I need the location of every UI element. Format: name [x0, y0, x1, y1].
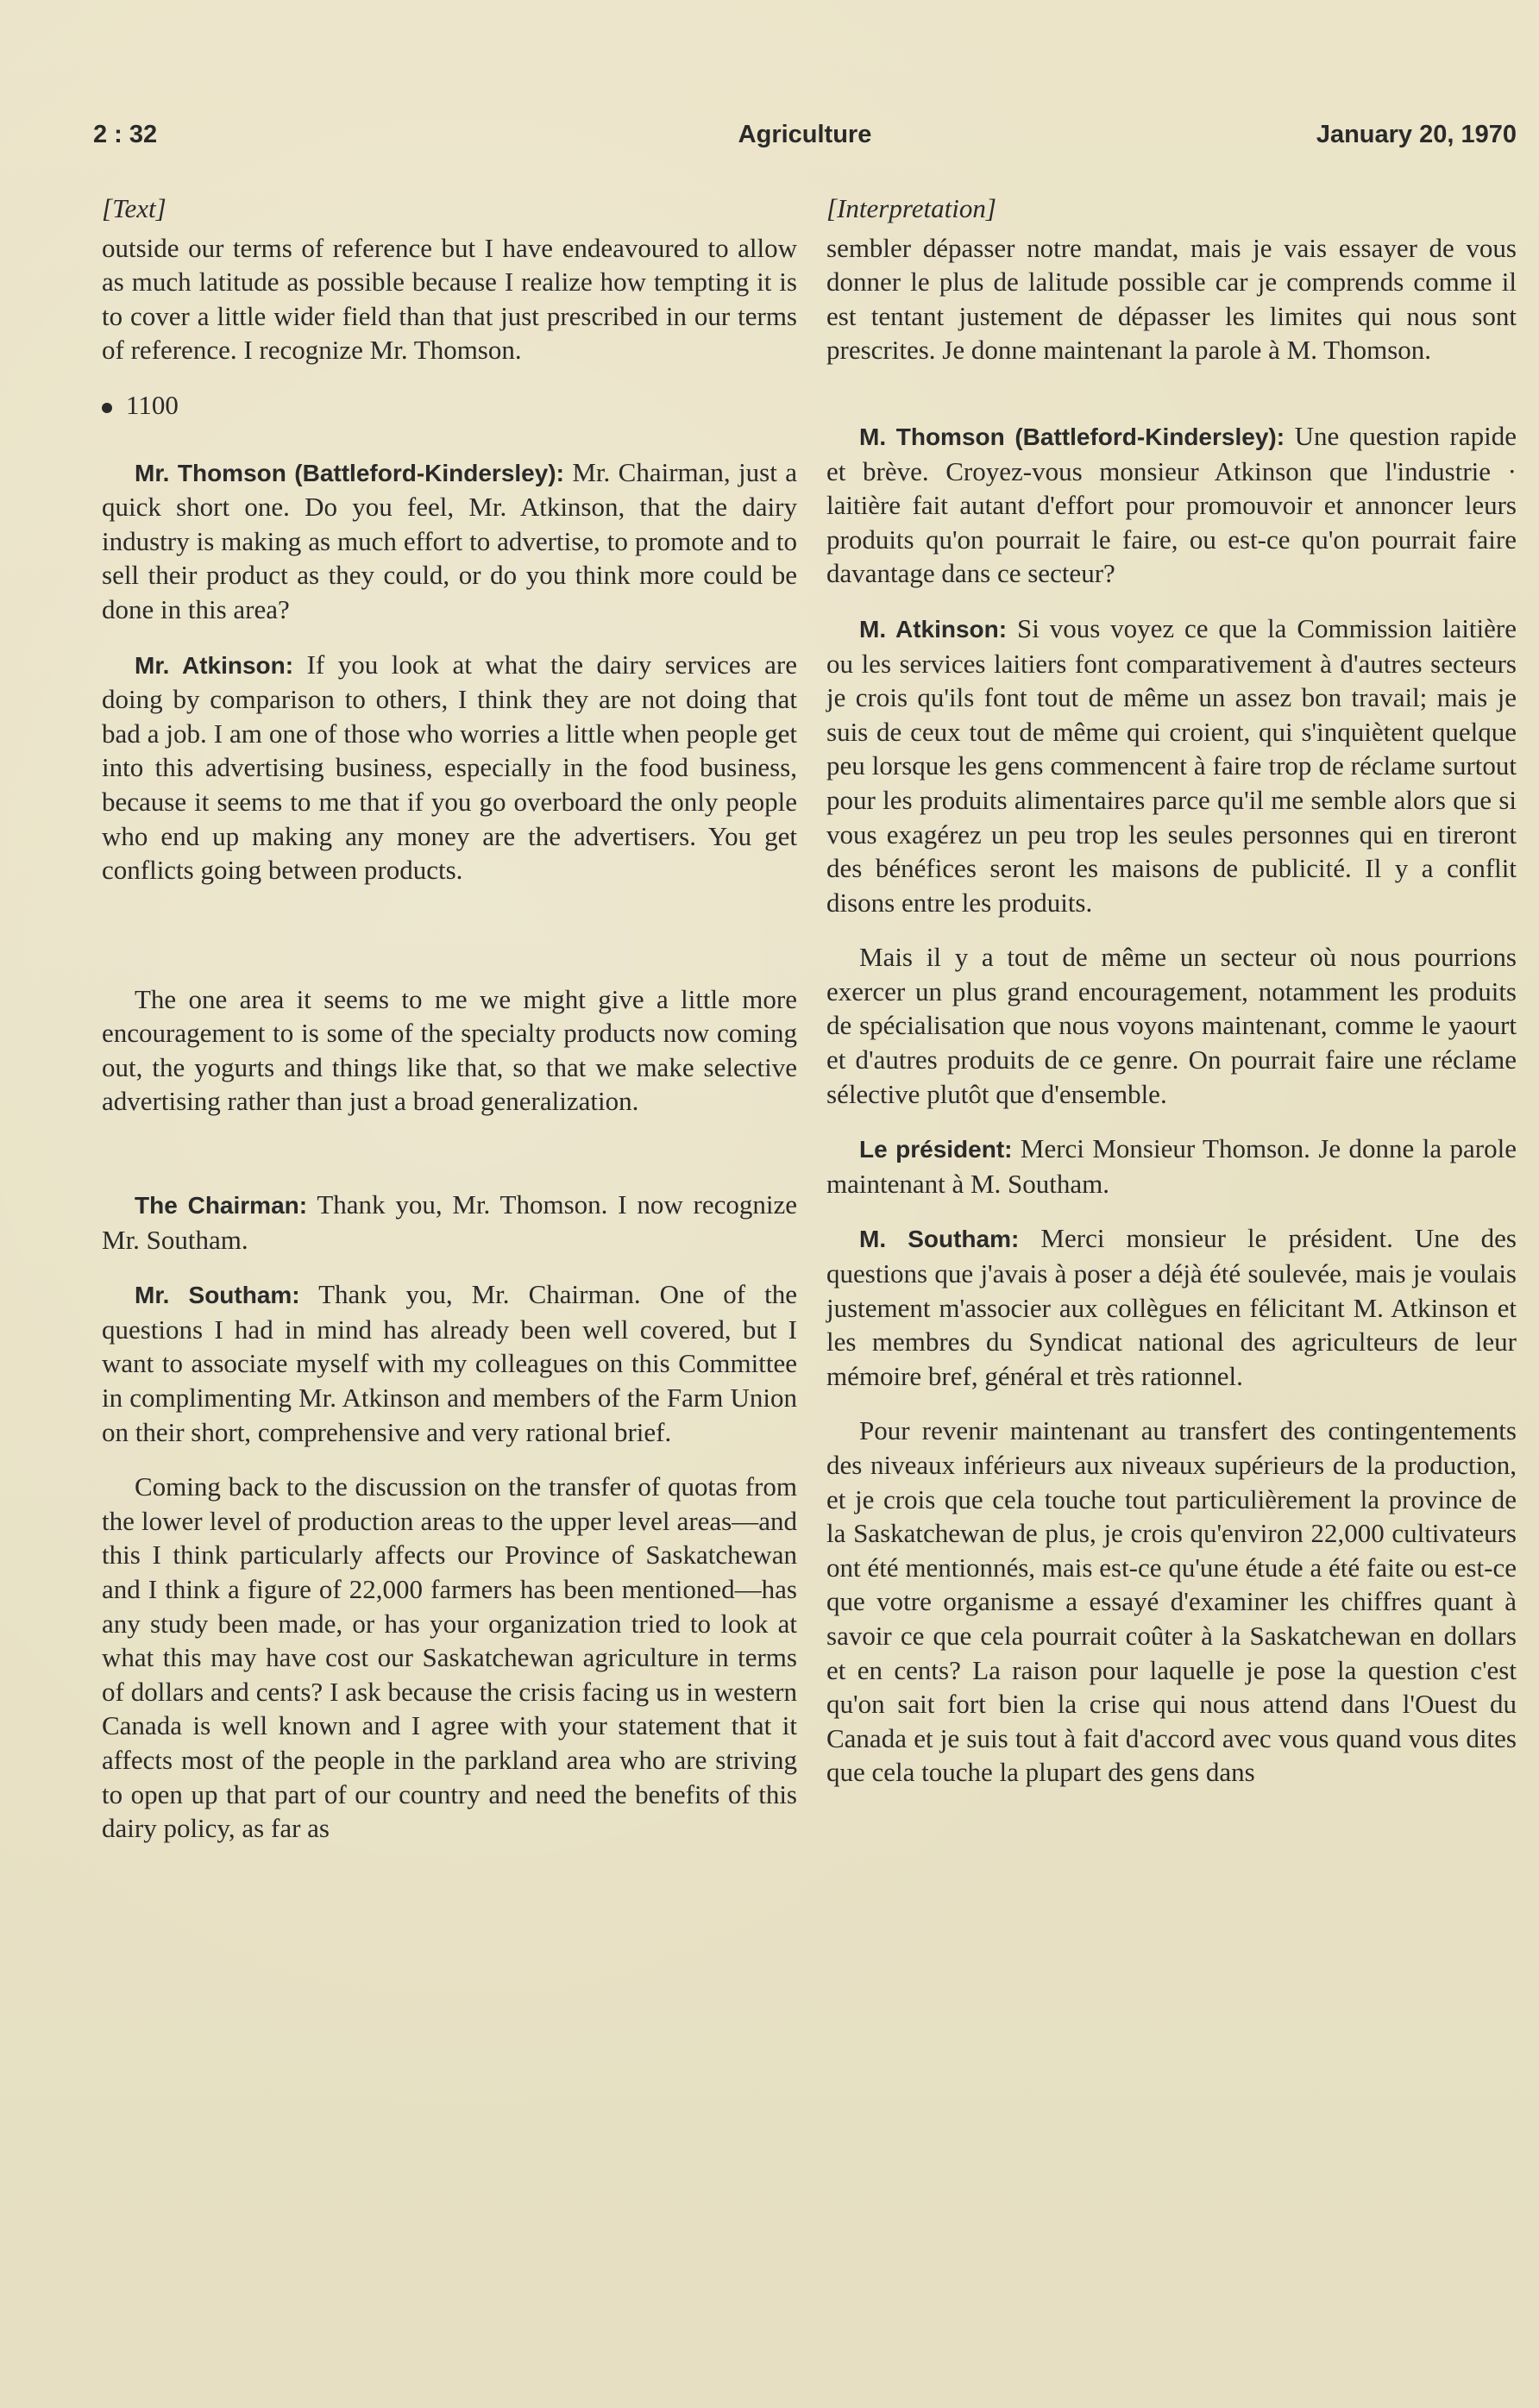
page-number: 2 : 32: [93, 121, 158, 148]
speaker-name: Mr. Southam:: [135, 1282, 300, 1309]
paragraph: [102, 1188, 797, 1257]
paragraph: sembler dépasser notre mandat, mais je vais essayer de vous donner le plus de lalitude possible car je comprends comme il est tentant justement de dépasser les limites qui nous sont prescrites. Je donne maintenant la parole à M. Thomson.: [826, 232, 1517, 366]
paragraph: Coming back to the discussion on the transfer of quotas from the lower level of production areas to the upper level areas—and this I think particularly affects our Province of Saskatchewan and I think a figure of 22,000 farmers has been mentioned—has any study been made, or has your organization tried to look at what this may have cost our Saskatchewan agriculture in terms of dollars and cents? I ask because the crisis facing us in western Canada is well known and I agree with your statement that it affects most of the people in the parkland area who are striving to open up that part of our country and need the benefits of this dairy policy, as far as: [102, 1471, 797, 1844]
paragraph: [826, 1132, 1517, 1201]
paragraph: Pour revenir maintenant au transfert des contingentements des niveaux inférieurs aux niveaux supérieurs de la production, et je crois que cela touche tout particulièrement la province de la Saskatchewan de plus, je crois qu'environ 22,000 cultivateurs ont été mentionnés, mais est-ce qu'une étude a été faite ou est-ce que votre organisme a essayé d'examiner les chiffres quant à savoir ce que cela pourrait coûter à la Saskatchewan en dollars et en cents? La raison pour laquelle je pose la question c'est qu'on sait fort bien la crise qui nous attend dans l'Ouest du Canada et je suis tout à fait d'accord avec vous quand vous dites que cela touche la plupart des gens dans: [826, 1415, 1517, 1788]
column-gap: [826, 388, 1517, 419]
section-title: Agriculture: [738, 121, 872, 148]
paragraph: [102, 455, 797, 627]
interpretation-label: [Interpretation]: [826, 193, 996, 223]
paragraph: [102, 1277, 797, 1449]
speech-text: Mr. Chairman, just a quick short one. Do you feel, Mr. Atkinson, that the dairy industry is making as much effort to advertise, to promote and to sell their product as they could, or do you think more could be done in this area?: [102, 456, 797, 624]
speaker-name: The Chairman:: [135, 1192, 308, 1220]
paragraph: outside our terms of reference but I have endeavoured to allow as much latitude as possible because I realize how tempting it is to cover a little wider field than that just prescribed in our terms of reference. I recognize Mr. Thomson.: [102, 232, 797, 366]
column-gap: [102, 908, 797, 982]
text-label: [Text]: [102, 193, 166, 223]
speech-text: Une question rapide et brève. Croyez-vous monsieur Atkinson que l'industrie · laitière fait autant d'effort pour promouvoir et annoncer leurs produits qu'on pourrait le faire, ou est-ce qu'on pourrait faire davantage dans ce secteur?: [826, 420, 1517, 589]
paragraph: [102, 648, 797, 887]
time-marker-text: 1100: [126, 389, 179, 420]
speaker-name: M. Atkinson:: [859, 615, 1008, 643]
paragraph: [826, 419, 1517, 591]
time-marker: [102, 388, 797, 423]
speech-text: If you look at what the dairy services are doing by comparison to others, I think they are not doing that bad a job. I am one of those who worries a little when people get into this advertising business, especially in the food business, because it seems to me that if you go overboard the only people who end up making any money are the advertisers. You get conflicts going between products.: [102, 649, 797, 886]
speech-text: Si vous voyez ce que la Commission laitière ou les services laitiers font comparativement à d'autres secteurs je crois qu'ils font tout de même un assez bon travail; mais je suis de ceux tout de même qui croient, qui s'inquiètent quelque peu lorsque les gens commencent à faire trop de réclame surtout pour les produits alimentaires parce qu'il me semble alors que si vous exagérez un peu trop les seules personnes qui en tireront des bénéfices seront les maisons de publicité. Il y a conflit disons entre les produits.: [826, 612, 1517, 918]
speech-text: Merci Monsieur Thomson. Je donne la parole maintenant à M. Southam.: [826, 1133, 1517, 1199]
paragraph: Mais il y a tout de même un secteur où nous pourrions exercer un plus grand encouragement, notamment les produits de spécialisation que nous voyons maintenant, comme le yaourt et d'autres produits de ce genre. On pourrait faire une réclame sélective plutôt que d'ensemble.: [826, 942, 1517, 1109]
speech-text: Merci monsieur le président. Une des questions que j'avais à poser a déjà été soulevée, mais je voulais justement m'associer aux collègues en félicitant M. Atkinson et les membres du Syndicat national des agriculteurs de leur mémoire bref, général et très rationnel.: [826, 1223, 1517, 1391]
speaker-name: Mr. Atkinson:: [135, 651, 294, 679]
bullet-icon: [102, 403, 112, 413]
page-header: [93, 121, 1517, 164]
paragraph: [826, 1221, 1517, 1393]
speaker-name: Le président:: [859, 1136, 1013, 1163]
paragraph: [826, 611, 1517, 919]
french-column: [826, 191, 1517, 1810]
english-column: [102, 191, 797, 1866]
speech-text: Thank you, Mr. Chairman. One of the questions I had in mind has already been well covered, but I want to associate myself with my colleagues on this Committee in complimenting Mr. Atkinson and members of the Farm Union on their short, comprehensive and very rational brief.: [102, 1279, 797, 1447]
speaker-name: M. Thomson (Battleford-Kindersley):: [859, 423, 1285, 450]
header-date: January 20, 1970: [1316, 121, 1517, 148]
speech-text: Thank you, Mr. Thomson. I now recognize Mr. Southam.: [102, 1189, 797, 1255]
paragraph: The one area it seems to me we might give a little more encouragement to is some of the specialty products now coming out, the yogurts and things like that, so that we make selective advertising rather than just a broad generalization.: [102, 983, 797, 1117]
speaker-name: Mr. Thomson (Battleford-Kindersley):: [135, 459, 564, 486]
speaker-name: M. Southam:: [859, 1226, 1020, 1253]
column-gap: [102, 1139, 797, 1188]
